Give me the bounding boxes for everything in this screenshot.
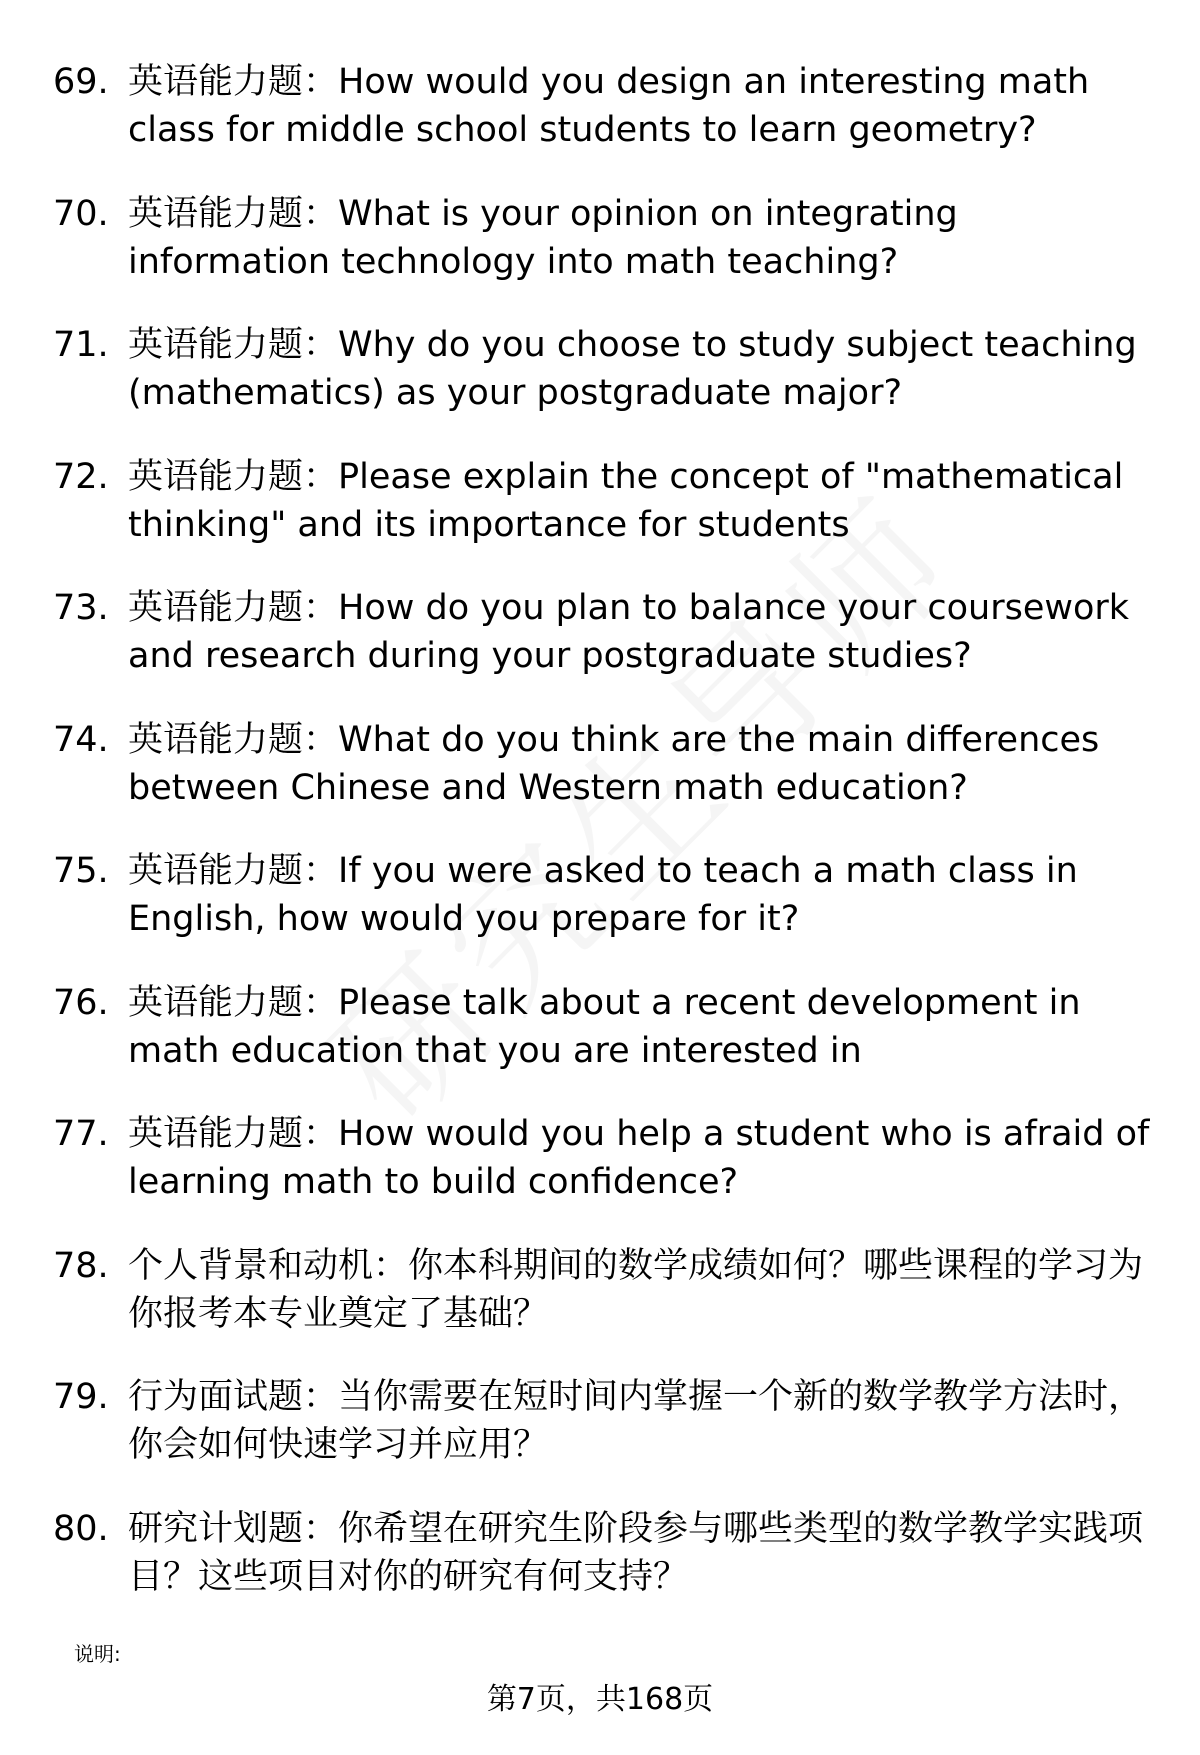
question-text: 个人背景和动机：你本科期间的数学成绩如何？哪些课程的学习为你报考本专业奠定了基础？ — [128, 1245, 1144, 1334]
question-text: 英语能力题：What do you think are the main differences between Chinese and Western math education? — [128, 719, 1100, 808]
question-item — [0, 584, 1200, 716]
question-number: 74. — [53, 719, 109, 760]
question-number: 70. — [53, 193, 109, 234]
question-item — [0, 847, 1200, 979]
question-number: 78. — [53, 1245, 109, 1286]
question-item — [0, 1110, 1200, 1242]
question-item — [0, 1373, 1200, 1505]
question-text: 英语能力题：How do you plan to balance your coursework and research during your postgraduate studies? — [128, 588, 1130, 676]
question-text: 行为面试题：当你需要在短时间内掌握一个新的数学教学方法时，你会如何快速学习并应用？ — [128, 1377, 1144, 1465]
question-text: 英语能力题：Why do you choose to study subject teaching (mathematics) as your postgraduate major? — [128, 325, 1137, 413]
question-item — [0, 321, 1200, 453]
question-text: 英语能力题：What is your opinion on integrating information technology into math teaching? — [128, 193, 958, 282]
question-item — [0, 979, 1200, 1111]
question-number: 80. — [53, 1508, 109, 1549]
question-text: 研究计划题：你希望在研究生阶段参与哪些类型的数学教学实践项目？这些项目对你的研究有何支持？ — [128, 1508, 1144, 1597]
question-text: 英语能力题：If you were asked to teach a math class in English, how would you prepare for it? — [128, 851, 1078, 939]
question-list — [0, 58, 1200, 1636]
question-item — [0, 190, 1200, 322]
question-number: 71. — [53, 325, 109, 365]
question-item — [0, 453, 1200, 585]
question-number: 76. — [53, 982, 109, 1023]
question-item — [0, 1505, 1200, 1637]
question-text: 英语能力题：How would you help a student who is afraid of learning math to build confidence? — [128, 1114, 1150, 1202]
question-text: 英语能力题：How would you design an interesting math class for middle school students to learn geometry? — [128, 62, 1090, 150]
question-item — [0, 58, 1200, 190]
note-label: 说明: — [74, 1642, 121, 1666]
page-footer: 第7页，共168页 — [486, 1682, 714, 1717]
question-item — [0, 1242, 1200, 1374]
question-number: 77. — [53, 1114, 109, 1154]
question-number: 72. — [53, 456, 109, 497]
question-item — [0, 716, 1200, 848]
question-number: 69. — [53, 62, 109, 102]
question-number: 73. — [53, 588, 109, 628]
question-number: 79. — [53, 1377, 109, 1417]
question-text: 英语能力题：Please talk about a recent development in math education that you are interested in — [128, 982, 1081, 1071]
question-number: 75. — [53, 851, 109, 891]
question-text: 英语能力题：Please explain the concept of "mathematical thinking" and its importance for students — [128, 456, 1124, 545]
